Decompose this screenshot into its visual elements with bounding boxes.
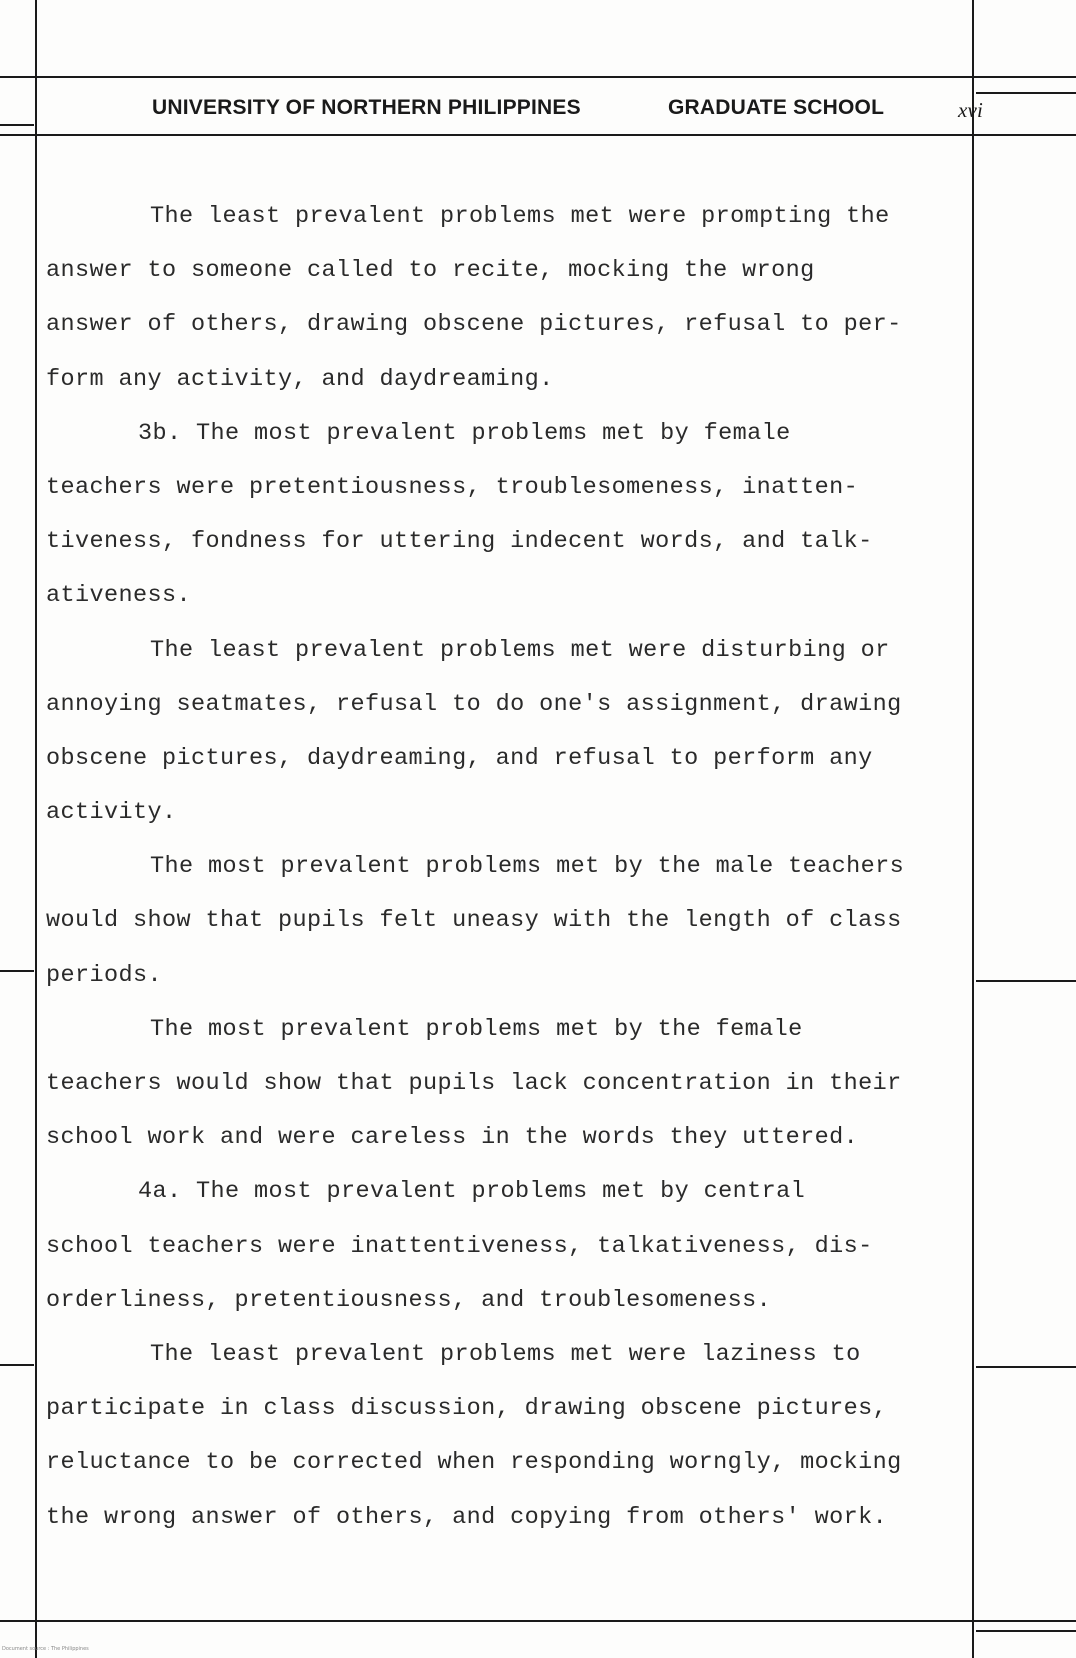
text-line: periods. — [46, 961, 163, 989]
text-line: The least prevalent problems met were disturbing or — [150, 636, 890, 664]
text-line: the wrong answer of others, and copying from others' work. — [46, 1503, 888, 1531]
text-line: teachers were pretentiousness, troublesomeness, inatten- — [46, 473, 859, 501]
text-line: activity. — [46, 799, 177, 827]
header-top-rule — [0, 76, 1076, 78]
text-line: The least prevalent problems met were prompting the — [150, 203, 890, 230]
text-line: ativeness. — [46, 582, 192, 610]
text-line: The most prevalent problems met by the male teachers — [150, 853, 905, 881]
margin-tick-right-4 — [976, 1630, 1076, 1632]
margin-tick-left-2 — [0, 970, 34, 972]
text-line: answer to someone called to recite, mocking the wrong — [46, 257, 815, 285]
graduate-school-label: GRADUATE SCHOOL — [668, 96, 885, 119]
text-line: tiveness, fondness for uttering indecent words, and talk- — [46, 528, 873, 556]
text-line: form any activity, and daydreaming. — [46, 365, 554, 393]
university-name: UNIVERSITY OF NORTHERN PHILIPPINES — [152, 96, 581, 119]
page-number: xvi — [958, 98, 984, 122]
footer-stamp: Document source : The Philippines — [2, 1646, 89, 1652]
text-line: teachers would show that pupils lack concentration in their — [46, 1070, 902, 1097]
text-line: answer of others, drawing obscene pictures, refusal to per- — [46, 311, 902, 339]
text-line: The least prevalent problems met were laziness to — [150, 1340, 861, 1368]
margin-tick-right-1 — [976, 92, 1076, 94]
text-line: obscene pictures, daydreaming, and refusal to perform any — [46, 744, 873, 772]
page-header — [152, 96, 1002, 130]
text-line: 4a. The most prevalent problems met by central — [138, 1178, 806, 1206]
text-line: school work and were careless in the words they uttered. — [46, 1124, 859, 1152]
margin-tick-left-3 — [0, 1364, 34, 1366]
margin-tick-left-1 — [0, 124, 34, 126]
text-line: would show that pupils felt uneasy with the length of class — [46, 907, 902, 935]
text-line: annoying seatmates, refusal to do one's assignment, drawing — [46, 690, 902, 718]
text-line: orderliness, pretentiousness, and troublesomeness. — [46, 1286, 772, 1314]
text-line: The most prevalent problems met by the female — [150, 1015, 803, 1043]
text-line: 3b. The most prevalent problems met by female — [138, 419, 791, 447]
header-bottom-rule — [0, 134, 1076, 136]
footer-rule — [0, 1620, 1076, 1622]
left-margin-line — [35, 0, 37, 1658]
text-line: participate in class discussion, drawing obscene pictures, — [46, 1395, 888, 1423]
body-text — [46, 190, 1026, 1545]
text-line: reluctance to be corrected when responding worngly, mocking — [46, 1449, 902, 1477]
text-line: school teachers were inattentiveness, talkativeness, dis- — [46, 1232, 873, 1260]
